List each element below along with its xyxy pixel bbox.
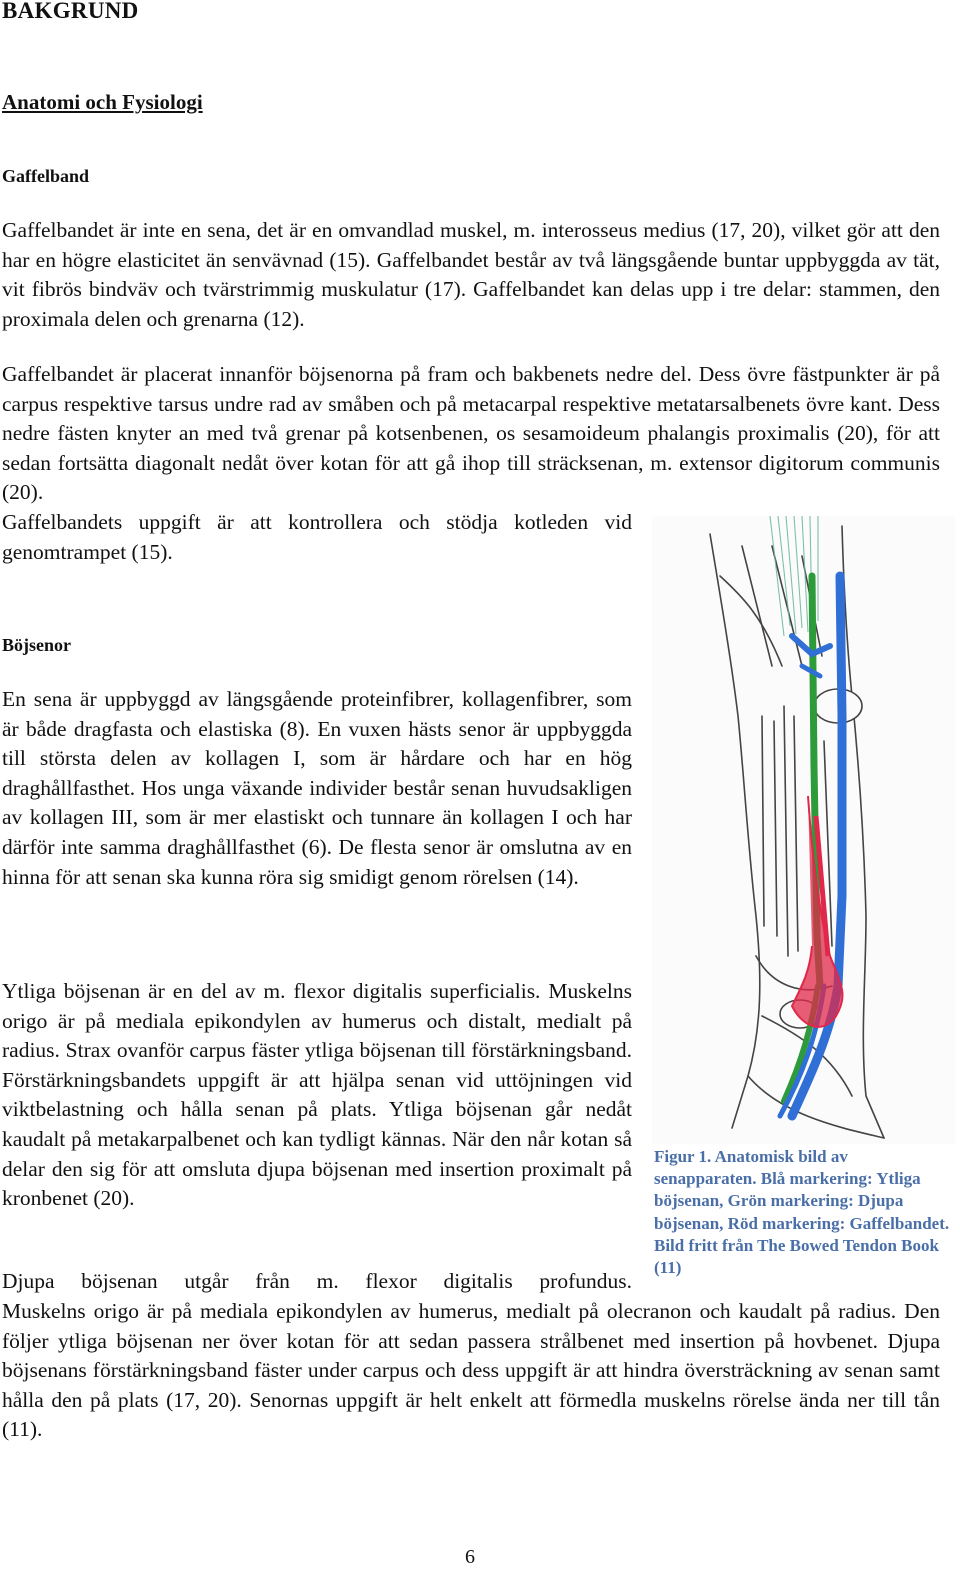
paragraph-gaffelband-3: Gaffelbandets uppgift är att kontrollera och stödja kotleden vid genomtrampet (15). [2,510,632,564]
section-heading: Anatomi och Fysiologi [2,90,203,114]
figure-caption: Figur 1. Anatomisk bild av senapparaten. Blå markering: Ytliga böjsenan, Grön markering: Djupa böjsenan, Röd markering: Gaffelbandet. Bild fritt från The Bowed Tendon Book (11) [654,1147,950,1278]
paragraph-gaffelband-1: Gaffelbandet är inte en sena, det är en omvandlad muskel, m. interosseus medius (17, 20), vilket gör att den har en högre elasticitet än senvävnad (15). Gaffelbandet består av två längsgående buntar uppbyggda av tät, vit fibrös bindväv och tvärstrimmig muskulatur (17). Gaffelbandet kan delas upp i tre delar: stammen, den proximala delen och grenarna (12). [2,218,940,331]
tendon-illustration [652,516,955,1144]
paragraph-bojsenor-3a: Djupa böjsenan utgår från m. flexor digitalis profundus. [2,1269,632,1293]
subsection-title-gaffelband: Gaffelband [2,166,90,186]
subsection-title-bojsenor: Böjsenor [2,635,71,655]
paragraph-bojsenor-3b: Muskelns origo är på mediala epikondylen av humerus, medialt på olecranon och kaudalt på radius. Den följer ytliga böjsenan ner över kotan för att sedan passera strålbenet med insertion på hovbenet. Djupa böjsenans förstärkningsband fäster under carpus och dess uppgift är att hindra översträckning av senan samt hålla den på plats (17, 20). Senornas uppgift är helt enkelt att förmedla muskelns rörelse ända ner till tån (11). [2,1299,940,1442]
paragraph-bojsenor-1: En sena är uppbyggd av längsgående proteinfibrer, kollagenfibrer, som är både dragfasta och elastiska (8). En vuxen hästs senor är uppbyggda till största delen av kollagen I, som är hårdare och har en hög draghållfasthet. Hos unga växande individer består senan huvudsakligen av kollagen III, som är mer elastiskt och tunnare än kollagen I och har därför inte samma draghållfasthet (6). De flesta senor är omslutna av en hinna för att senan ska kunna röra sig smidigt genom rörelsen (14). [2,687,632,889]
page-number: 6 [465,1546,475,1568]
paragraph-bojsenor-2: Ytliga böjsenan är en del av m. flexor digitalis superficialis. Muskelns origo är på mediala epikondylen av humerus och distalt, medialt på radius. Strax ovanför carpus fäster ytliga böjsenan till förstärkningsband. Förstärkningsbandets uppgift är att hjälpa senan vid uttöjningen vid viktbelastning och hålla senan på plats. Ytliga böjsenan går nedåt kaudalt på metakarpalbenet och kan tydligt kännas. När den når kotan så delar den sig för att omsluta djupa böjsenan med insertion proximalt på kronbenet (20). [2,979,632,1211]
page-heading: BAKGRUND [2,0,139,23]
paragraph-gaffelband-2: Gaffelbandet är placerat innanför böjsenorna på fram och bakbenets nedre del. Dess övre fästpunkter är på carpus respektive tarsus undre rad av småben och på metacarpal respektive metatarsalbenets övre kant. Dess nedre fästen knyter an med två grenar på kotsenbenen, os sesamoideum phalangis proximalis (20), för att sedan fortsätta diagonalt nedåt över kotan för att gå ihop till sträcksenan, m. extensor digitorum communis (20). [2,362,940,505]
anatomy-figure [652,516,955,1144]
